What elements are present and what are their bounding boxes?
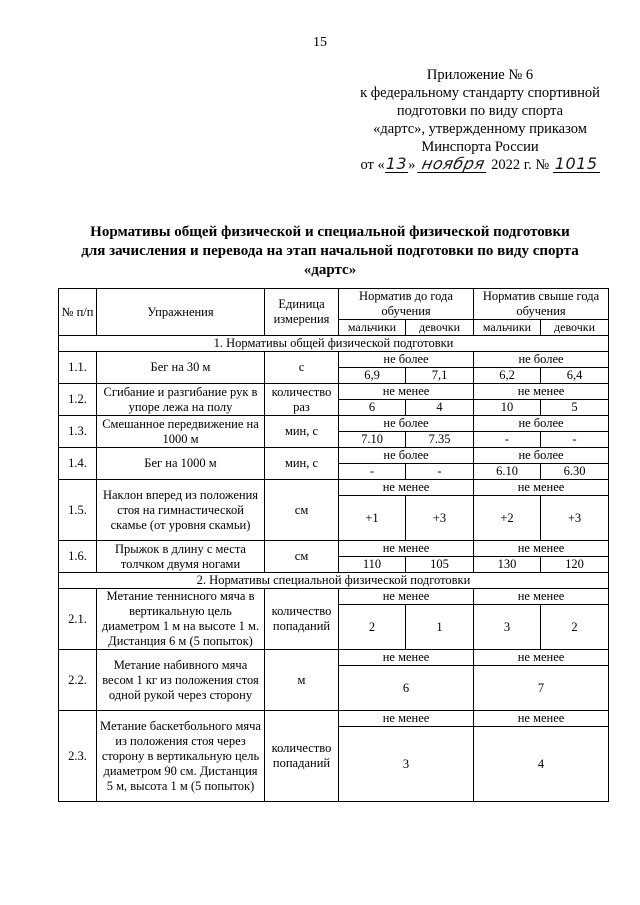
row-value: 3 — [339, 727, 474, 802]
row-value: - — [474, 432, 541, 448]
row-condition: не менее — [474, 650, 609, 666]
row-exercise: Наклон вперед из положения стоя на гимнастической скамье (от уровня скамьи) — [97, 480, 265, 541]
title-line: «дартс» — [303, 262, 357, 278]
row-value: 6 — [339, 666, 474, 711]
row-value: +3 — [406, 496, 474, 541]
header-boys: мальчики — [474, 320, 541, 336]
row-condition: не менее — [339, 589, 474, 605]
row-condition: не более — [474, 448, 609, 464]
row-number: 1.1. — [59, 352, 97, 384]
row-unit: количество попаданий — [265, 589, 339, 650]
appendix-line: Минспорта России — [421, 139, 539, 155]
date-year: 2022 г. № — [491, 157, 550, 173]
date-mid: » — [408, 157, 416, 173]
document-title — [60, 223, 600, 280]
handwritten-order-number: 1015 — [554, 154, 598, 173]
row-value: 7,1 — [406, 368, 474, 384]
row-value: +3 — [541, 496, 609, 541]
row-condition: не менее — [474, 711, 609, 727]
row-number: 1.4. — [59, 448, 97, 480]
row-unit: количество раз — [265, 384, 339, 416]
row-value: 130 — [474, 557, 541, 573]
row-condition: не менее — [474, 541, 609, 557]
row-unit: с — [265, 352, 339, 384]
row-unit: количество попаданий — [265, 711, 339, 802]
row-value: 10 — [474, 400, 541, 416]
row-value: 6,4 — [541, 368, 609, 384]
appendix-line: к федеральному стандарту спортивной — [360, 85, 600, 101]
row-exercise: Прыжок в длину с места толчком двумя ногами — [97, 541, 265, 573]
section-special: 2. Нормативы специальной физической подготовки — [59, 573, 609, 589]
appendix-line: Приложение № 6 — [426, 67, 534, 83]
section-general: 1. Нормативы общей физической подготовки — [59, 336, 609, 352]
header-norm-first-year: Норматив до года обучения — [339, 289, 474, 320]
row-value: 5 — [541, 400, 609, 416]
row-unit: см — [265, 541, 339, 573]
appendix-block — [340, 66, 620, 174]
row-exercise: Метание теннисного мяча в вертикальную цель диаметром 1 м на высоте 1 м. Дистанция 6 м (5 попыток) — [97, 589, 265, 650]
header-norm-over-year: Норматив свыше года обучения — [474, 289, 609, 320]
handwritten-month: ноября — [417, 156, 489, 173]
appendix-line: «дартс», утвержденному приказом — [373, 121, 587, 137]
row-number: 2.2. — [59, 650, 97, 711]
header-number: № п/п — [59, 289, 97, 336]
row-number: 1.6. — [59, 541, 97, 573]
row-number: 2.3. — [59, 711, 97, 802]
handwritten-day: 13 — [385, 154, 408, 173]
row-exercise: Смешанное передвижение на 1000 м — [97, 416, 265, 448]
row-condition: не менее — [339, 480, 474, 496]
row-unit: см — [265, 480, 339, 541]
row-condition: не более — [339, 448, 474, 464]
row-value: 4 — [474, 727, 609, 802]
row-number: 1.2. — [59, 384, 97, 416]
row-condition: не менее — [474, 480, 609, 496]
date-prefix: от « — [360, 157, 385, 173]
header-unit: Единица измерения — [265, 289, 339, 336]
row-value: 6.10 — [474, 464, 541, 480]
row-exercise: Бег на 1000 м — [97, 448, 265, 480]
row-exercise: Бег на 30 м — [97, 352, 265, 384]
row-value: 6.30 — [541, 464, 609, 480]
row-value: +2 — [474, 496, 541, 541]
row-value: 7 — [474, 666, 609, 711]
row-value: 105 — [406, 557, 474, 573]
row-condition: не менее — [474, 589, 609, 605]
appendix-line: подготовки по виду спорта — [396, 103, 564, 119]
row-unit: м — [265, 650, 339, 711]
row-value: 7.10 — [339, 432, 406, 448]
header-girls: девочки — [406, 320, 474, 336]
row-condition: не менее — [339, 711, 474, 727]
row-value: - — [339, 464, 406, 480]
row-unit: мин, с — [265, 416, 339, 448]
row-value: 6 — [339, 400, 406, 416]
header-girls: девочки — [541, 320, 609, 336]
norms-table — [58, 288, 609, 802]
row-exercise: Метание баскетбольного мяча из положения стоя через сторону в вертикальную цель диаметром 90 см. Дистанция 5 м, высота 1 м (5 попыток) — [97, 711, 265, 802]
order-date-line — [340, 156, 620, 174]
row-number: 1.5. — [59, 480, 97, 541]
title-line: для зачисления и перевода на этап начальной подготовки по виду спорта — [81, 243, 579, 259]
row-condition: не более — [339, 352, 474, 368]
row-exercise: Сгибание и разгибание рук в упоре лежа на полу — [97, 384, 265, 416]
title-line: Нормативы общей физической и специальной физической подготовки — [90, 224, 570, 240]
row-exercise: Метание набивного мяча весом 1 кг из положения стоя одной рукой через сторону — [97, 650, 265, 711]
row-value: 2 — [541, 605, 609, 650]
row-value: 6,2 — [474, 368, 541, 384]
row-unit: мин, с — [265, 448, 339, 480]
row-value: 3 — [474, 605, 541, 650]
row-value: +1 — [339, 496, 406, 541]
row-condition: не менее — [474, 384, 609, 400]
page-number: 15 — [313, 35, 327, 50]
row-number: 2.1. — [59, 589, 97, 650]
row-condition: не менее — [339, 541, 474, 557]
row-value: 120 — [541, 557, 609, 573]
row-condition: не более — [474, 416, 609, 432]
row-value: 110 — [339, 557, 406, 573]
row-value: - — [541, 432, 609, 448]
row-value: 7.35 — [406, 432, 474, 448]
header-exercise: Упражнения — [97, 289, 265, 336]
row-condition: не более — [474, 352, 609, 368]
row-value: - — [406, 464, 474, 480]
row-value: 2 — [339, 605, 406, 650]
header-boys: мальчики — [339, 320, 406, 336]
row-condition: не менее — [339, 650, 474, 666]
row-condition: не более — [339, 416, 474, 432]
row-number: 1.3. — [59, 416, 97, 448]
row-value: 4 — [406, 400, 474, 416]
row-value: 1 — [406, 605, 474, 650]
row-value: 6,9 — [339, 368, 406, 384]
row-condition: не менее — [339, 384, 474, 400]
